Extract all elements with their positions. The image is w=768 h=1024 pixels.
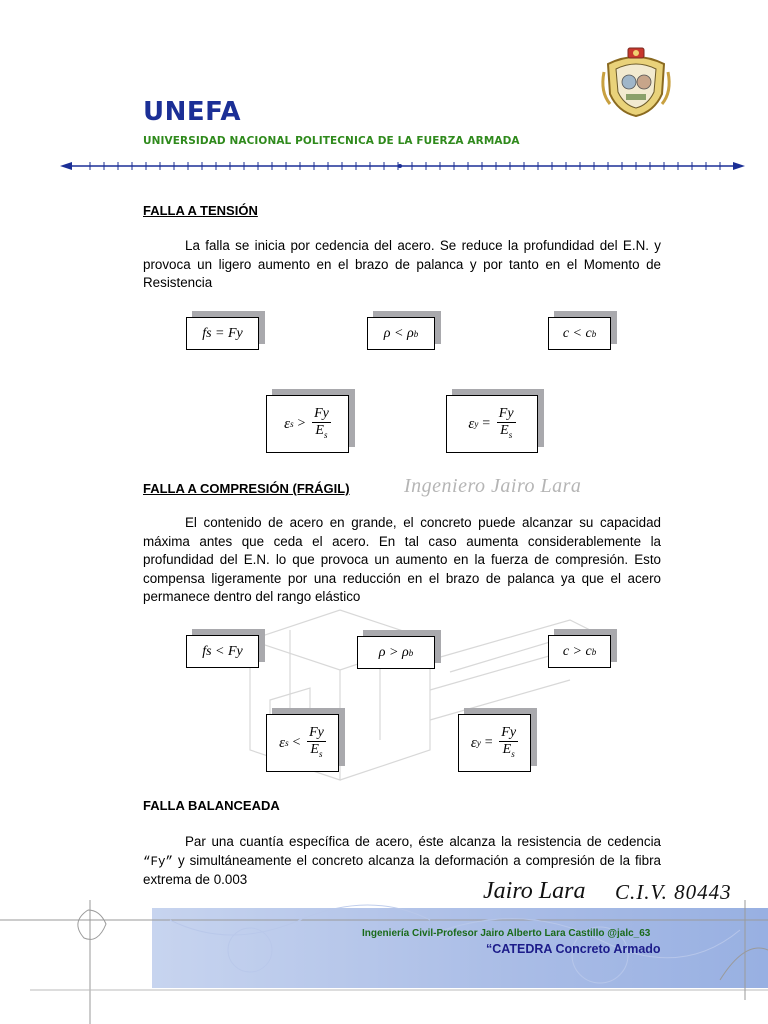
paragraph-compresion-text: El contenido de acero en grande, el concreto puede alcanzar su capacidad máxima antes que ceda el acero. En tal caso aumenta considerablemente la profundidad del E.N. lo que provoca un aumento en la fuerza de compresión. Esto compensa ligeramente por una reducción en el brazo de palanca ya que el acero permanece dentro del rango elástico (143, 515, 661, 605)
formula-subscript: y (474, 419, 479, 429)
paragraph-tension-text: La falla se inicia por cedencia del acero. Se reduce la profundidad del E.N. y provoca un ligero aumento en el brazo de palanca y por tanto en el Momento de Resistencia (143, 238, 661, 291)
fraction (497, 406, 516, 443)
formula-text: ρ < ρ (383, 325, 414, 341)
formula-text: c > c (562, 643, 592, 659)
formula-subscript: s (290, 419, 294, 429)
formula-text: fs < Fy (202, 643, 243, 659)
header-ruler-divider (60, 157, 745, 175)
formula-text: c < c (562, 325, 592, 341)
footer-course-line: “CATEDRA Concreto Armado (486, 942, 661, 956)
formula-operator: = (483, 735, 494, 750)
formula-subscript: s (511, 748, 515, 759)
fraction (307, 725, 326, 762)
watermark-text: Ingeniero Jairo Lara (404, 475, 582, 497)
formula-c-gt-cb (548, 635, 611, 668)
formula-subscript: s (318, 748, 323, 759)
formula-subscript: s (285, 738, 289, 748)
formula-text: ρ > ρ (378, 644, 409, 660)
section-heading-compresion: FALLA A COMPRESIÓN (FRÁGIL) (143, 481, 350, 496)
formula-eps-y-eq-fy-es-2 (458, 714, 531, 772)
fraction-denominator (313, 423, 329, 443)
university-crest-icon (596, 42, 676, 122)
fraction-numerator: Fy (309, 724, 324, 740)
paragraph-compresion (143, 514, 661, 607)
paragraph-balanceada-text-1: Par una cuantía específica de acero, éste alcanza la resistencia de cedencia (185, 834, 661, 849)
formula-subscript: b (408, 647, 414, 658)
formula-c-lt-cb (548, 317, 611, 350)
epsilon-symbol: ε (470, 734, 477, 751)
signature-civ: C.I.V. 80443 (615, 880, 732, 904)
fraction-denominator (308, 742, 324, 762)
formula-subscript: s (323, 429, 328, 440)
denominator-text: E (315, 422, 324, 438)
denominator-text: E (500, 422, 509, 438)
epsilon-symbol: ε (284, 415, 291, 432)
section-heading-tension: FALLA A TENSIÓN (143, 203, 258, 218)
formula-rho-lt-rhob (367, 317, 435, 350)
fraction-denominator (498, 423, 514, 443)
formula-rho-gt-rhob (357, 636, 435, 669)
formula-subscript: b (413, 328, 419, 339)
denominator-text: E (310, 741, 319, 757)
formula-subscript: s (508, 429, 513, 440)
fraction-numerator: Fy (314, 405, 329, 421)
fraction-numerator: Fy (498, 405, 514, 421)
paragraph-balanceada-quote: “Fy” (143, 854, 174, 869)
formula-operator: = (481, 416, 491, 431)
paragraph-tension (143, 237, 661, 293)
fraction-denominator (501, 742, 517, 762)
formula-operator: < (291, 735, 302, 750)
epsilon-symbol: ε (468, 415, 475, 432)
formula-subscript: b (591, 328, 597, 339)
fraction (499, 725, 518, 762)
denominator-text: E (502, 741, 512, 757)
signature-name: Jairo Lara (483, 878, 586, 904)
brand-title: UNEFA (143, 97, 242, 127)
formula-eps-y-eq-fy-es (446, 395, 538, 453)
formula-subscript: y (476, 738, 481, 748)
formula-subscript: b (591, 646, 597, 657)
epsilon-symbol: ε (279, 734, 286, 751)
fraction (312, 406, 331, 443)
footer-author-line: Ingeniería Civil-Profesor Jairo Alberto Lara Castillo @jalc_63 (362, 928, 651, 939)
university-subtitle: UNIVERSIDAD NACIONAL POLITECNICA DE LA FUERZA ARMADA (143, 135, 520, 147)
formula-text: fs = Fy (202, 325, 243, 341)
formula-eps-s-lt-fy-es (266, 714, 339, 772)
section-heading-balanceada: FALLA BALANCEADA (143, 798, 280, 813)
formula-fs-eq-fy (186, 317, 259, 350)
fraction-numerator: Fy (501, 724, 517, 740)
formula-fs-lt-fy (186, 635, 259, 668)
formula-operator: > (296, 416, 307, 431)
formula-eps-s-gt-fy-es (266, 395, 349, 453)
paragraph-balanceada-text-2: y simultáneamente el concreto alcanza la deformación a compresión de la fibra extrema de 0.003 (143, 852, 661, 888)
